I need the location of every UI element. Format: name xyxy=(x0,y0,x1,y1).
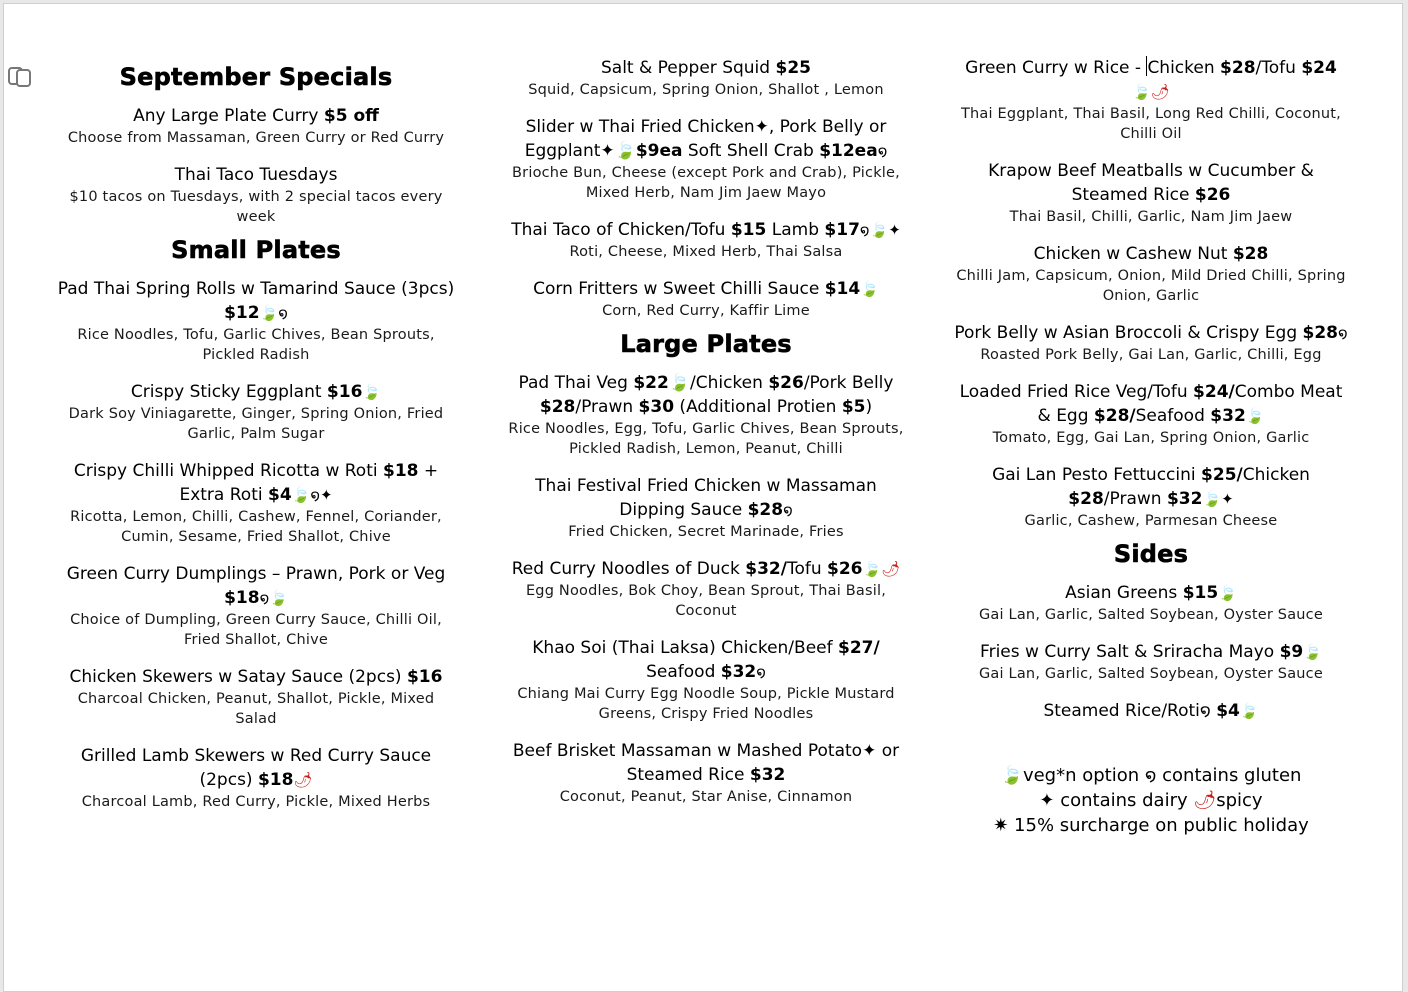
item-name: Thai Taco of Chicken/Tofu xyxy=(511,220,731,240)
legend-surcharge: ✷ 15% surcharge on public holiday xyxy=(993,815,1309,836)
item-price: $9ea xyxy=(635,141,683,161)
item-name: Gai Lan Pesto Fettuccini xyxy=(992,465,1202,485)
menu-item xyxy=(506,739,906,807)
legend-dairy: ✦ contains dairy xyxy=(1039,790,1194,811)
item-description: Fried Chicken, Secret Marinade, Fries xyxy=(568,524,844,540)
item-extra: Combo Meat & Egg xyxy=(1037,382,1343,426)
item-name: Any Large Plate Curry xyxy=(133,106,324,126)
item-price: $28/ xyxy=(1093,406,1136,426)
item-description: Choice of Dumpling, Green Curry Sauce, Chilli Oil, Fried Shallot, Chive xyxy=(70,612,442,648)
item-extra: + Extra Roti xyxy=(179,461,439,505)
item-price: $32 xyxy=(749,765,786,785)
item-price: $18 xyxy=(257,770,294,790)
item-price: $15 xyxy=(730,220,767,240)
item-price: $16 xyxy=(326,382,363,402)
item-extra: ) xyxy=(865,397,873,417)
copy-link-icon[interactable] xyxy=(6,62,34,90)
item-price: $28 xyxy=(1302,323,1339,343)
item-description: Corn, Red Curry, Kaffir Lime xyxy=(602,303,810,319)
item-description: Gai Lan, Garlic, Salted Soybean, Oyster Sauce xyxy=(979,607,1323,623)
item-description: Charcoal Chicken, Peanut, Shallot, Pickle, Mixed Salad xyxy=(77,691,435,727)
item-price: $28 xyxy=(1232,244,1269,264)
item-description: Charcoal Lamb, Red Curry, Pickle, Mixed Herbs xyxy=(81,794,431,810)
item-description: Garlic, Cashew, Parmesan Cheese xyxy=(1024,513,1278,529)
item-price: $25/ xyxy=(1201,465,1243,485)
item-price: $26 xyxy=(1194,185,1231,205)
item-extra: Seafood xyxy=(1135,406,1211,426)
dietary-icons: 🍃🌶 xyxy=(1132,83,1170,101)
item-name: Thai Taco Tuesdays xyxy=(174,165,338,185)
item-description: Egg Noodles, Bok Choy, Bean Sprout, Thai Basil, Coconut xyxy=(525,583,887,619)
item-price: $5 xyxy=(841,397,866,417)
item-price: $32 xyxy=(1210,406,1246,426)
item-description: Squid, Capsicum, Spring Onion, Shallot , Lemon xyxy=(528,82,884,98)
item-price: $32/ xyxy=(745,559,787,579)
item-name: Chicken xyxy=(1147,58,1221,78)
item-name: Slider w Thai Fried Chicken✦, Pork Belly or Eggplant✦🍃 xyxy=(524,117,887,161)
item-extra: 🍃/Chicken xyxy=(668,373,769,393)
item-extra: (Additional Protien xyxy=(674,397,842,417)
menu-item xyxy=(56,104,456,148)
item-price: $32 xyxy=(720,662,757,682)
item-name: Salt & Pepper Squid xyxy=(601,58,776,78)
legend-veg: 🍃veg*n option xyxy=(1000,765,1140,786)
menu-column-1 xyxy=(56,56,456,827)
gluten-icon: ໑ xyxy=(1338,324,1348,342)
item-price: $25 xyxy=(775,58,811,78)
menu-item xyxy=(951,463,1351,531)
item-name: Thai Festival Fried Chicken w Massaman Dipping Sauce xyxy=(535,476,877,520)
item-description: $10 tacos on Tuesdays, with 2 special tacos every week xyxy=(69,189,443,225)
specials-heading: September Specials xyxy=(119,63,393,91)
item-description: Coconut, Peanut, Star Anise, Cinnamon xyxy=(559,789,853,805)
item-extra: Tofu xyxy=(786,559,828,579)
item-price: $32 xyxy=(1166,489,1203,509)
item-name: Crispy Chilli Whipped Ricotta w Roti xyxy=(73,461,383,481)
menu-item xyxy=(56,744,456,812)
leaf-icon: 🍃 xyxy=(1303,643,1322,661)
legend-spicy: spicy xyxy=(1216,790,1263,811)
item-description: Chiang Mai Curry Egg Noodle Soup, Pickle Mustard Greens, Crispy Fried Noodles xyxy=(517,686,895,722)
item-price: $18 xyxy=(383,461,419,481)
item-name: Loaded Fried Rice Veg/Tofu xyxy=(959,382,1194,402)
menu-item xyxy=(56,459,456,547)
item-price: $4 xyxy=(1216,701,1240,721)
item-price: $9 xyxy=(1279,642,1304,662)
leaf-icon: 🍃 xyxy=(1218,584,1237,602)
legend-gluten: ໑ contains gluten xyxy=(1139,765,1302,786)
item-name: Pad Thai Spring Rolls w Tamarind Sauce (3pcs) xyxy=(57,279,455,299)
menu-item xyxy=(56,163,456,227)
dietary-icons: ໑ xyxy=(877,142,888,160)
item-name: Beef Brisket Massaman w Mashed Potato✦ or Steamed Rice xyxy=(512,741,900,785)
dietary-icons: 🍃໑ xyxy=(259,304,288,322)
item-name: Grilled Lamb Skewers w Red Curry Sauce (2pcs) xyxy=(80,746,432,790)
leaf-icon: 🍃 xyxy=(1245,407,1265,425)
item-description: Choose from Massaman, Green Curry or Red Curry xyxy=(67,130,445,146)
chili-icon: 🌶 xyxy=(293,771,313,789)
item-price: $26 xyxy=(768,373,804,393)
menu-item xyxy=(951,640,1351,684)
menu-item xyxy=(506,557,906,621)
item-price: $18 xyxy=(224,588,260,608)
dietary-icons: 🍃 xyxy=(362,383,382,401)
item-name: Green Curry Dumplings – Prawn, Pork or Veg xyxy=(66,564,446,584)
item-extra: Chicken xyxy=(1242,465,1310,485)
item-price: $12 xyxy=(224,303,260,323)
item-extra: Soft Shell Crab xyxy=(682,141,820,161)
item-price: $14 xyxy=(824,279,861,299)
item-price: $30 xyxy=(638,397,675,417)
item-extra: /Prawn xyxy=(575,397,639,417)
menu-item xyxy=(506,636,906,724)
item-extra: /Tofu xyxy=(1255,58,1302,78)
menu-item xyxy=(506,371,906,459)
item-description: Thai Eggplant, Thai Basil, Long Red Chilli, Coconut, Chilli Oil xyxy=(960,106,1341,142)
dietary-icons: 🍃໑✦ xyxy=(291,486,333,504)
item-price: $28 xyxy=(1220,58,1256,78)
small-plates-heading: Small Plates xyxy=(171,236,341,264)
item-description: Brioche Bun, Cheese (except Pork and Crab), Pickle, Mixed Herb, Nam Jim Jaew Mayo xyxy=(512,165,900,201)
item-name: Pork Belly w Asian Broccoli & Crispy Egg xyxy=(954,323,1303,343)
menu-item xyxy=(506,474,906,542)
item-extra: Lamb xyxy=(766,220,825,240)
item-description: Roasted Pork Belly, Gai Lan, Garlic, Chilli, Egg xyxy=(980,347,1322,363)
item-price: $28 xyxy=(1068,489,1104,509)
item-description: Rice Noodles, Tofu, Garlic Chives, Bean Sprouts, Pickled Radish xyxy=(77,327,435,363)
item-extra: /Prawn xyxy=(1103,489,1167,509)
menu-item xyxy=(951,159,1351,227)
item-price: $26 xyxy=(827,559,863,579)
menu-page xyxy=(3,3,1403,992)
item-name: Khao Soi (Thai Laksa) Chicken/Beef xyxy=(532,638,839,658)
item-description: Rice Noodles, Egg, Tofu, Garlic Chives, Bean Sprouts, Pickled Radish, Lemon, Peanut, Chilli xyxy=(508,421,904,457)
item-price: $28 xyxy=(747,500,784,520)
item-price: $28 xyxy=(539,397,576,417)
dietary-icons: 🍃 xyxy=(860,280,879,298)
item-extra: /Pork Belly xyxy=(803,373,894,393)
item-description: Chilli Jam, Capsicum, Onion, Mild Dried Chilli, Spring Onion, Garlic xyxy=(956,268,1346,304)
menu-item xyxy=(951,380,1351,448)
dietary-icons: 🍃🌶 xyxy=(862,560,901,578)
item-name: Steamed Rice/Roti໑ xyxy=(1043,701,1217,721)
menu-item xyxy=(951,581,1351,625)
item-price: $24/ xyxy=(1193,382,1235,402)
menu-column-2 xyxy=(506,56,906,822)
item-price: $24 xyxy=(1301,58,1337,78)
item-price: $22 xyxy=(633,373,669,393)
item-name: Chicken Skewers w Satay Sauce (2pcs) xyxy=(69,667,407,687)
menu-item xyxy=(951,321,1351,365)
item-name: Chicken w Cashew Nut xyxy=(1033,244,1233,264)
item-name: Krapow Beef Meatballs w Cucumber & Steamed Rice xyxy=(988,161,1314,205)
sides-heading: Sides xyxy=(1113,540,1189,568)
menu-column-3 xyxy=(951,56,1351,838)
item-description: Tomato, Egg, Gai Lan, Spring Onion, Garlic xyxy=(992,430,1310,446)
menu-item xyxy=(506,115,906,203)
item-price: $15 xyxy=(1182,583,1219,603)
item-name: Red Curry Noodles of Duck xyxy=(511,559,746,579)
chili-icon: 🌶 xyxy=(1193,790,1217,811)
menu-item xyxy=(951,242,1351,306)
item-name: Asian Greens xyxy=(1065,583,1183,603)
dietary-legend xyxy=(951,763,1351,838)
gluten-icon: ໑ xyxy=(783,501,793,519)
large-plates-heading: Large Plates xyxy=(620,330,792,358)
menu-item xyxy=(56,380,456,444)
gluten-icon: ໑ xyxy=(756,663,766,681)
item-name: Corn Fritters w Sweet Chilli Sauce xyxy=(533,279,825,299)
item-name: Pad Thai Veg xyxy=(518,373,634,393)
item-description: Roti, Cheese, Mixed Herb, Thai Salsa xyxy=(569,244,843,260)
item-name: Fries w Curry Salt & Sriracha Mayo xyxy=(980,642,1280,662)
item-description: Ricotta, Lemon, Chilli, Cashew, Fennel, Coriander, Cumin, Sesame, Fried Shallot, Chive xyxy=(70,509,442,545)
menu-item xyxy=(56,562,456,650)
leaf-icon: 🍃 xyxy=(1239,702,1259,720)
item-description: Dark Soy Viniagarette, Ginger, Spring Onion, Fried Garlic, Palm Sugar xyxy=(68,406,444,442)
item-price: $16 xyxy=(406,667,443,687)
item-name: Crispy Sticky Eggplant xyxy=(130,382,327,402)
item-description: Thai Basil, Chilli, Garlic, Nam Jim Jaew xyxy=(1009,209,1293,225)
menu-item xyxy=(506,56,906,100)
item-price: $5 off xyxy=(323,106,379,126)
item-price: $4 xyxy=(268,485,292,505)
dietary-icons: ໑🍃 xyxy=(259,589,288,607)
dietary-icons: ໑🍃✦ xyxy=(859,221,901,239)
item-name: Green Curry w Rice - xyxy=(965,58,1147,78)
menu-item xyxy=(506,218,906,262)
item-extra: Seafood xyxy=(646,662,721,682)
item-price: $12ea xyxy=(819,141,878,161)
menu-item xyxy=(951,699,1351,723)
dietary-icons: 🍃✦ xyxy=(1202,490,1234,508)
menu-item xyxy=(506,277,906,321)
item-description: Gai Lan, Garlic, Salted Soybean, Oyster Sauce xyxy=(979,666,1323,682)
menu-item xyxy=(56,665,456,729)
menu-item xyxy=(951,56,1351,144)
menu-item xyxy=(56,277,456,365)
item-price: $17 xyxy=(824,220,860,240)
item-price: $27/ xyxy=(838,638,880,658)
